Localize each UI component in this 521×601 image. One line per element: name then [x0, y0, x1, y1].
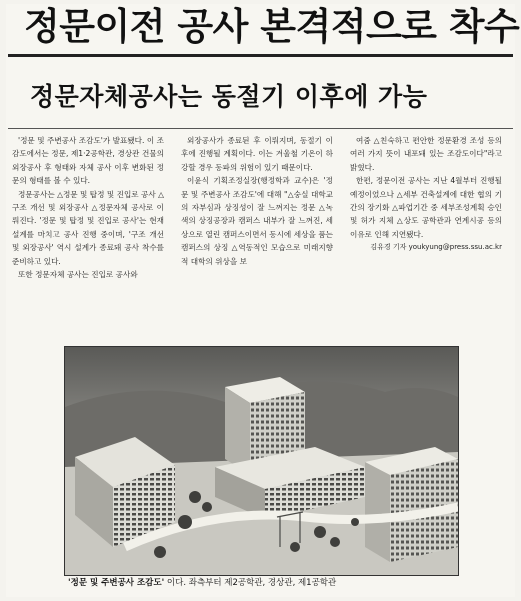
paragraph: 정문공사는 △정문 및 탑정 및 진입로 공사 △구조 개선 및 외장공사 △정문자체 공사로 이뤄진다. '정문 및 탑정 및 진입로 공사'는 현재 설계를 마치고 공사 진행 중이며, '구조 개선 및 외장공사' 역시 설계가 종료돼 공사 착수를 준비하고 있다.: [12, 189, 164, 266]
photo-caption: [68, 576, 468, 590]
paragraph: 또한 정문자체 공사는 진입로 공사와: [18, 270, 138, 280]
paragraph: '정문 및 주변공사 조감도'가 발표됐다. 이 조감도에서는 정문, 제1·2공학관, 경상관 건물의 외장공사 후 형태와 자체 공사 이후 변화된 정문의 형태를 볼 수 있다.: [12, 136, 164, 186]
campus-model-illustration: [65, 347, 458, 575]
article-subheadline: 정문자체공사는 동절기 이후에 가능: [30, 82, 428, 111]
reporter-byline: 김유경 기자 youkyung@press.ssu.ac.kr: [370, 243, 502, 252]
paragraph: 한편, 정문이전 공사는 지난 4월부터 진행될 예정이었으나 △세부 건축설계에 대한 협의 기간의 장기화 △파업기간 중 세부조성계획 승인 및 허가 지체 △상도 공학관과 연계시공 등의 이유로 인해 지연됐다.: [350, 176, 502, 239]
text-column-2: [181, 134, 333, 268]
subheadline-rule: [8, 128, 513, 129]
headline-rule: [8, 54, 513, 57]
article-headline: 정문이전 공사 본격적으로 착수: [24, 5, 520, 48]
campus-model-photo: [64, 346, 459, 576]
text-column-3: [350, 134, 502, 255]
caption-text: 이다. 좌측부터 제2공학관, 경상관, 제1공학관: [166, 578, 337, 588]
paragraph: 여줌 △친숙하고 편안한 정문환경 조성 등의 여러 가지 뜻이 내포돼 있는 조감도이다"라고 밝혔다.: [350, 136, 502, 172]
building-right: [365, 447, 458, 562]
paragraph: 외장공사가 종료된 후 이뤄지며, 동절기 이후에 진행될 계획이다. 이는 겨울철 기온이 하강할 경우 동파의 위험이 있기 때문이다.: [181, 136, 333, 172]
caption-title: '정문 및 주변공사 조감도': [68, 578, 165, 588]
paragraph: 이윤식 기획조정실장(행정학과 교수)은 '정문 및 주변공사 조감도'에 대해 "△숭실 대학교의 자부심과 상징성이 잘 느껴지는 정문 △녹색의 상징공장과 캠퍼스 내부가 잘 느껴진, 세상으로 열린 캠퍼스이면서 동시에 세상을 품는 캠퍼스의 상징 △역동적인 모습으로 미래지향적 대학의 위상을 보: [181, 176, 333, 266]
text-column-1: [12, 134, 164, 281]
